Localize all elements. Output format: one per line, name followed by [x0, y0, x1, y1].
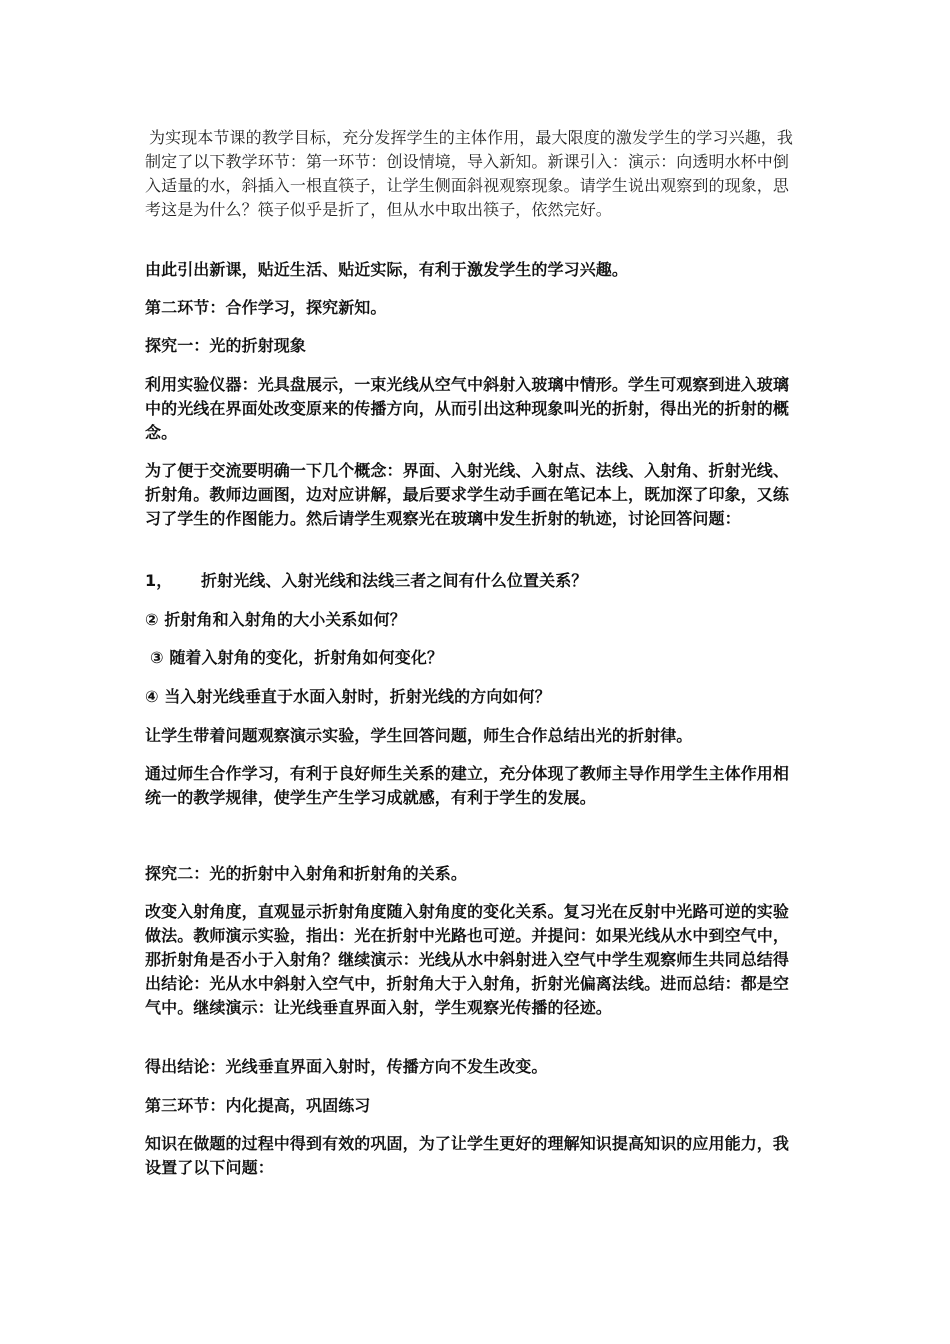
knowledge-paragraph: 知识在做题的过程中得到有效的巩固，为了让学生更好的理解知识提高知识的应用能力，我设置了以下问题： — [145, 1134, 790, 1177]
question-4: ④ 当入射光线垂直于水面入射时，折射光线的方向如何？ — [145, 687, 551, 706]
question-2: ② 折射角和入射角的大小关系如何？ — [145, 610, 406, 629]
section-heading-step2: 第二环节：合作学习，探究新知。 — [145, 298, 387, 317]
lead-paragraph: 由此引出新课，贴近生活、贴近实际，有利于激发学生的学习兴趣。 — [145, 260, 629, 279]
question-number: 1， — [145, 571, 173, 590]
section-heading-step3: 第三环节：内化提高，巩固练习 — [145, 1096, 371, 1115]
intro-paragraph: 为实现本节课的教学目标，充分发挥学生的主体作用，最大限度的激发学生的学习兴趣，我制定了以下教学环节：第一环节：创设情境，导入新知。新课引入：演示：向透明水杯中倒入适量的水，斜插入一根直筷子，让学生侧面斜视观察现象。请学生说出观察到的现象，思考这是为什么？筷子似乎是折了，但从水中取出筷子，依然完好。 — [145, 128, 794, 219]
conclusion-paragraph: 得出结论：光线垂直界面入射时，传播方向不发生改变。 — [145, 1057, 548, 1076]
question-1 — [145, 569, 805, 593]
cooperation-paragraph: 通过师生合作学习，有利于良好师生关系的建立，充分体现了教师主导作用学生主体作用相统一的教学规律，使学生产生学习成就感，有利于学生的发展。 — [145, 764, 790, 807]
subheading-explore2: 探究二：光的折射中入射角和折射角的关系。 — [145, 864, 468, 883]
question-text: 折射光线、入射光线和法线三者之间有什么位置关系？ — [201, 571, 588, 590]
concepts-paragraph: 为了便于交流要明确一下几个概念：界面、入射光线、入射点、法线、入射角、折射光线、折射角。教师边画图，边对应讲解，最后要求学生动手画在笔记本上，既加深了印象，又练习了学生的作图能力。然后请学生观察光在玻璃中发生折射的轨迹，讨论回答问题： — [145, 461, 790, 528]
change-paragraph: 改变入射角度，直观显示折射角度随入射角度的变化关系。复习光在反射中光路可逆的实验做法。教师演示实验，指出：光在折射中光路也可逆。并提问：如果光线从水中到空气中，那折射角是否小于入射角？继续演示：光线从水中斜射进入空气中学生观察师生共同总结得出结论：光从水中斜射入空气中，折射角大于入射角，折射光偏离法线。进而总结：都是空气中。继续演示：让光线垂直界面入射，学生观察光传播的径迹。 — [145, 902, 790, 1017]
subheading-explore1: 探究一：光的折射现象 — [145, 336, 307, 355]
apparatus-paragraph: 利用实验仪器：光具盘展示，一束光线从空气中斜射入玻璃中情形。学生可观察到进入玻璃中的光线在界面处改变原来的传播方向，从而引出这种现象叫光的折射，得出光的折射的概念。 — [145, 375, 790, 442]
observe-paragraph: 让学生带着问题观察演示实验，学生回答问题，师生合作总结出光的折射律。 — [145, 726, 693, 745]
question-3: ③ 随着入射角的变化，折射角如何变化？ — [150, 648, 444, 667]
